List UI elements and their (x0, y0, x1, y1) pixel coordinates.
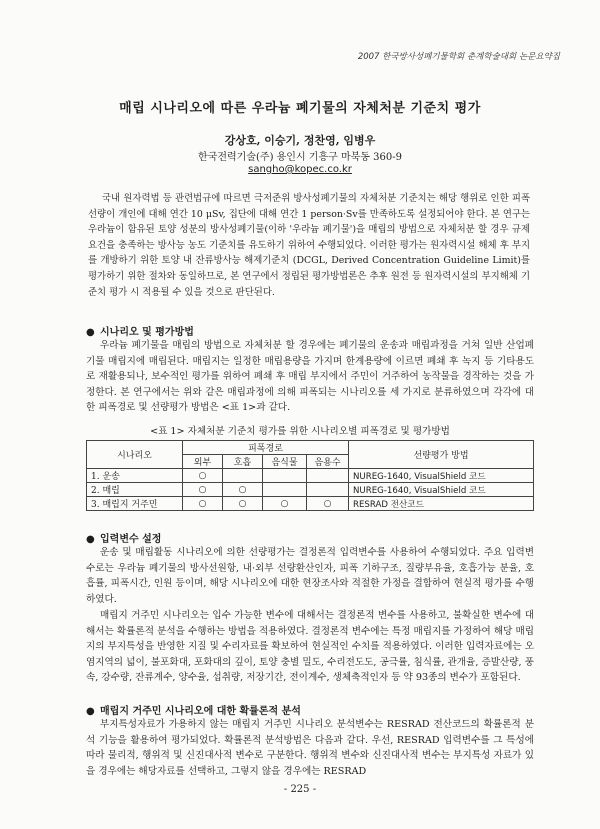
table-cell-mark: ○ (183, 469, 223, 483)
table-cell-mark: ○ (307, 497, 349, 511)
bullet-icon: ● (86, 534, 95, 545)
section2-paragraph-2: 매립지 거주민 시나리오는 입수 가능한 변수에 대해서는 결정론적 변수를 사용하고, 불확실한 변수에 대해서는 확률론적 분석을 수행하는 방법을 적용하였다. 결정론적 변수에는 특정 매립지를 가정하여 해당 매립지의 부지특성을 반영한 지질 및 수리자료를 확보하여 현실적인 수치를 적용하였다. 이러한 입력자료에는 오염지역의 넓이, 불포화대, 포화대의 깊이, 토양 충별 밀도, 수리전도도, 공극률, 침식률, 관개율, 증발산량, 풍속, 강수량, 잔류계수, 양수율, 섭취량, 저장기간, 전이계수, 생체축적인자 등 약 93종의 변수가 포함된다. (86, 610, 534, 684)
table-cell-method: NUREG-1640, VisualShield 코드 (349, 483, 534, 497)
table-subheader: 음식물 (263, 455, 307, 469)
table-cell-mark: ○ (183, 497, 223, 511)
section-heading-scenario (86, 323, 194, 338)
section-heading-text: 시나리오 및 평가방법 (100, 327, 194, 338)
author-list: 강상호, 이승기, 정찬영, 임병우 (224, 134, 376, 147)
table-subheader: 호흡 (223, 455, 263, 469)
author-email: sangho@kopec.co.kr (248, 164, 352, 175)
bullet-icon: ● (86, 327, 95, 338)
affiliation: 한국전력기술(주) 용인시 기흥구 마북동 360-9 (198, 152, 402, 163)
section1-paragraph: 우라늄 폐기물을 매립의 방법으로 자체처분 할 경우에는 폐기물의 운송과 매립과정을 거쳐 일반 산업폐기물 매립지에 매립된다. 매립지는 일정한 매립용량을 가지며 한계용량에 이르면 폐쇄 후 녹지 등 기타용도로 재활용되나, 보수적인 평가를 위하여 폐쇄 후 매립 부지에서 주민이 거주하여 농작물을 경작하는 것을 가정한다. 본 연구에서는 위와 같은 매립과정에 의해 피폭되는 시나리오를 세 가지로 분류하였으며 각각에 대한 피폭경로 및 선량평가 방법은 <표 1>과 같다. (86, 340, 534, 414)
table-cell-scenario: 2. 매립 (87, 483, 183, 497)
table-cell-method: NUREG-1640, VisualShield 코드 (349, 469, 534, 483)
table-row (87, 483, 534, 497)
table-cell-mark (263, 469, 307, 483)
table-header-method: 선량평가 방법 (349, 441, 534, 469)
section2-paragraph-1: 운송 및 매립활동 시나리오에 의한 선량평가는 결정론적 입력변수를 사용하여 수행되었다. 주요 입력변수로는 우라늄 폐기물의 방사선원항, 내·외부 선량환산인자, 피폭 기하구조, 질량부유율, 호흡가능 분율, 호흡률, 피폭시간, 인원 등이며, 해당 시나리오에 대한 현장조사와 적절한 가정을 결합하여 현실적 평가를 수행하였다. (86, 547, 534, 605)
table-cell-mark: ○ (223, 497, 263, 511)
table-cell-mark (263, 483, 307, 497)
section-heading-text: 입력변수 설정 (100, 534, 162, 545)
section-heading-input (86, 530, 161, 545)
table-header-pathway: 피폭경로 (183, 441, 349, 455)
bullet-icon: ● (86, 706, 95, 717)
abstract-paragraph: 국내 원자력법 등 관련법규에 따르면 극저준위 방사성폐기물의 자체처분 기준치는 해당 행위로 인한 피폭선량이 개인에 대해 연간 10 μSv, 집단에 대해 연간 1 person·Sv를 만족하도록 설정되어야 한다. 본 연구는 우라늄이 함유된 토양 성분의 방사성폐기물(이하 '우라늄 폐기물')을 매립의 방법으로 자체처분 할 경우 규제요건을 충족하는 방사능 농도 기준치를 유도하기 위하여 수행되었다. 이러한 평가는 원자력시설 해체 후 부지를 개방하기 위한 토양 내 잔류방사능 해제기준치 (DCGL, Derived Concentration Guideline Limit)를 평가하기 위한 절차와 동일하므로, 본 연구에서 정립된 평가방법론은 추후 원전 등 원자력시설의 부지해체 기준치 평가 시 적용될 수 있을 것으로 판단된다. (88, 193, 530, 298)
table-row (87, 497, 534, 511)
table-cell-mark: ○ (183, 483, 223, 497)
table-cell-mark (223, 469, 263, 483)
scenario-table (86, 440, 534, 511)
table-subheader: 외부 (183, 455, 223, 469)
paper-title: 매립 시나리오에 따른 우라늄 폐기물의 자체처분 기준치 평가 (119, 101, 481, 116)
table-cell-scenario: 1. 운송 (87, 469, 183, 483)
table-header-scenario: 시나리오 (87, 441, 183, 469)
table-subheader: 음용수 (307, 455, 349, 469)
table-caption: <표 1> 자체처분 기준치 평가를 위한 시나리오별 피폭경로 및 평가방법 (150, 426, 450, 437)
section3-paragraph: 부지특성자료가 가용하지 않는 매립지 거주민 시나리오 분석변수는 RESRAD 전산코드의 확률론적 분석 기능을 활용하여 평가되었다. 확률론적 분석방법은 다음과 같다. 우선, RESRAD 입력변수를 그 특성에 따라 물리적, 행위적 및 신진대사적 변수로 구분한다. 행위적 변수와 신진대사적 변수는 부지특성 자료가 있을 경우에는 해당자료를 선택하고, 그렇지 않을 경우에는 RESRAD (86, 719, 534, 777)
section-heading-text: 매립지 거주민 시나리오에 대한 확률론적 분석 (100, 706, 301, 717)
table-cell-mark (307, 483, 349, 497)
table-cell-mark: ○ (263, 497, 307, 511)
table-row (87, 469, 534, 483)
table-cell-scenario: 3. 매립지 거주민 (87, 497, 183, 511)
section-heading-probabilistic (86, 702, 301, 717)
table-cell-method: RESRAD 전산코드 (349, 497, 534, 511)
running-header: 2007 한국방사성폐기물학회 춘계학술대회 논문요약집 (357, 52, 560, 62)
page-number: - 225 - (283, 784, 317, 795)
table-cell-mark (307, 469, 349, 483)
table-cell-mark: ○ (223, 483, 263, 497)
